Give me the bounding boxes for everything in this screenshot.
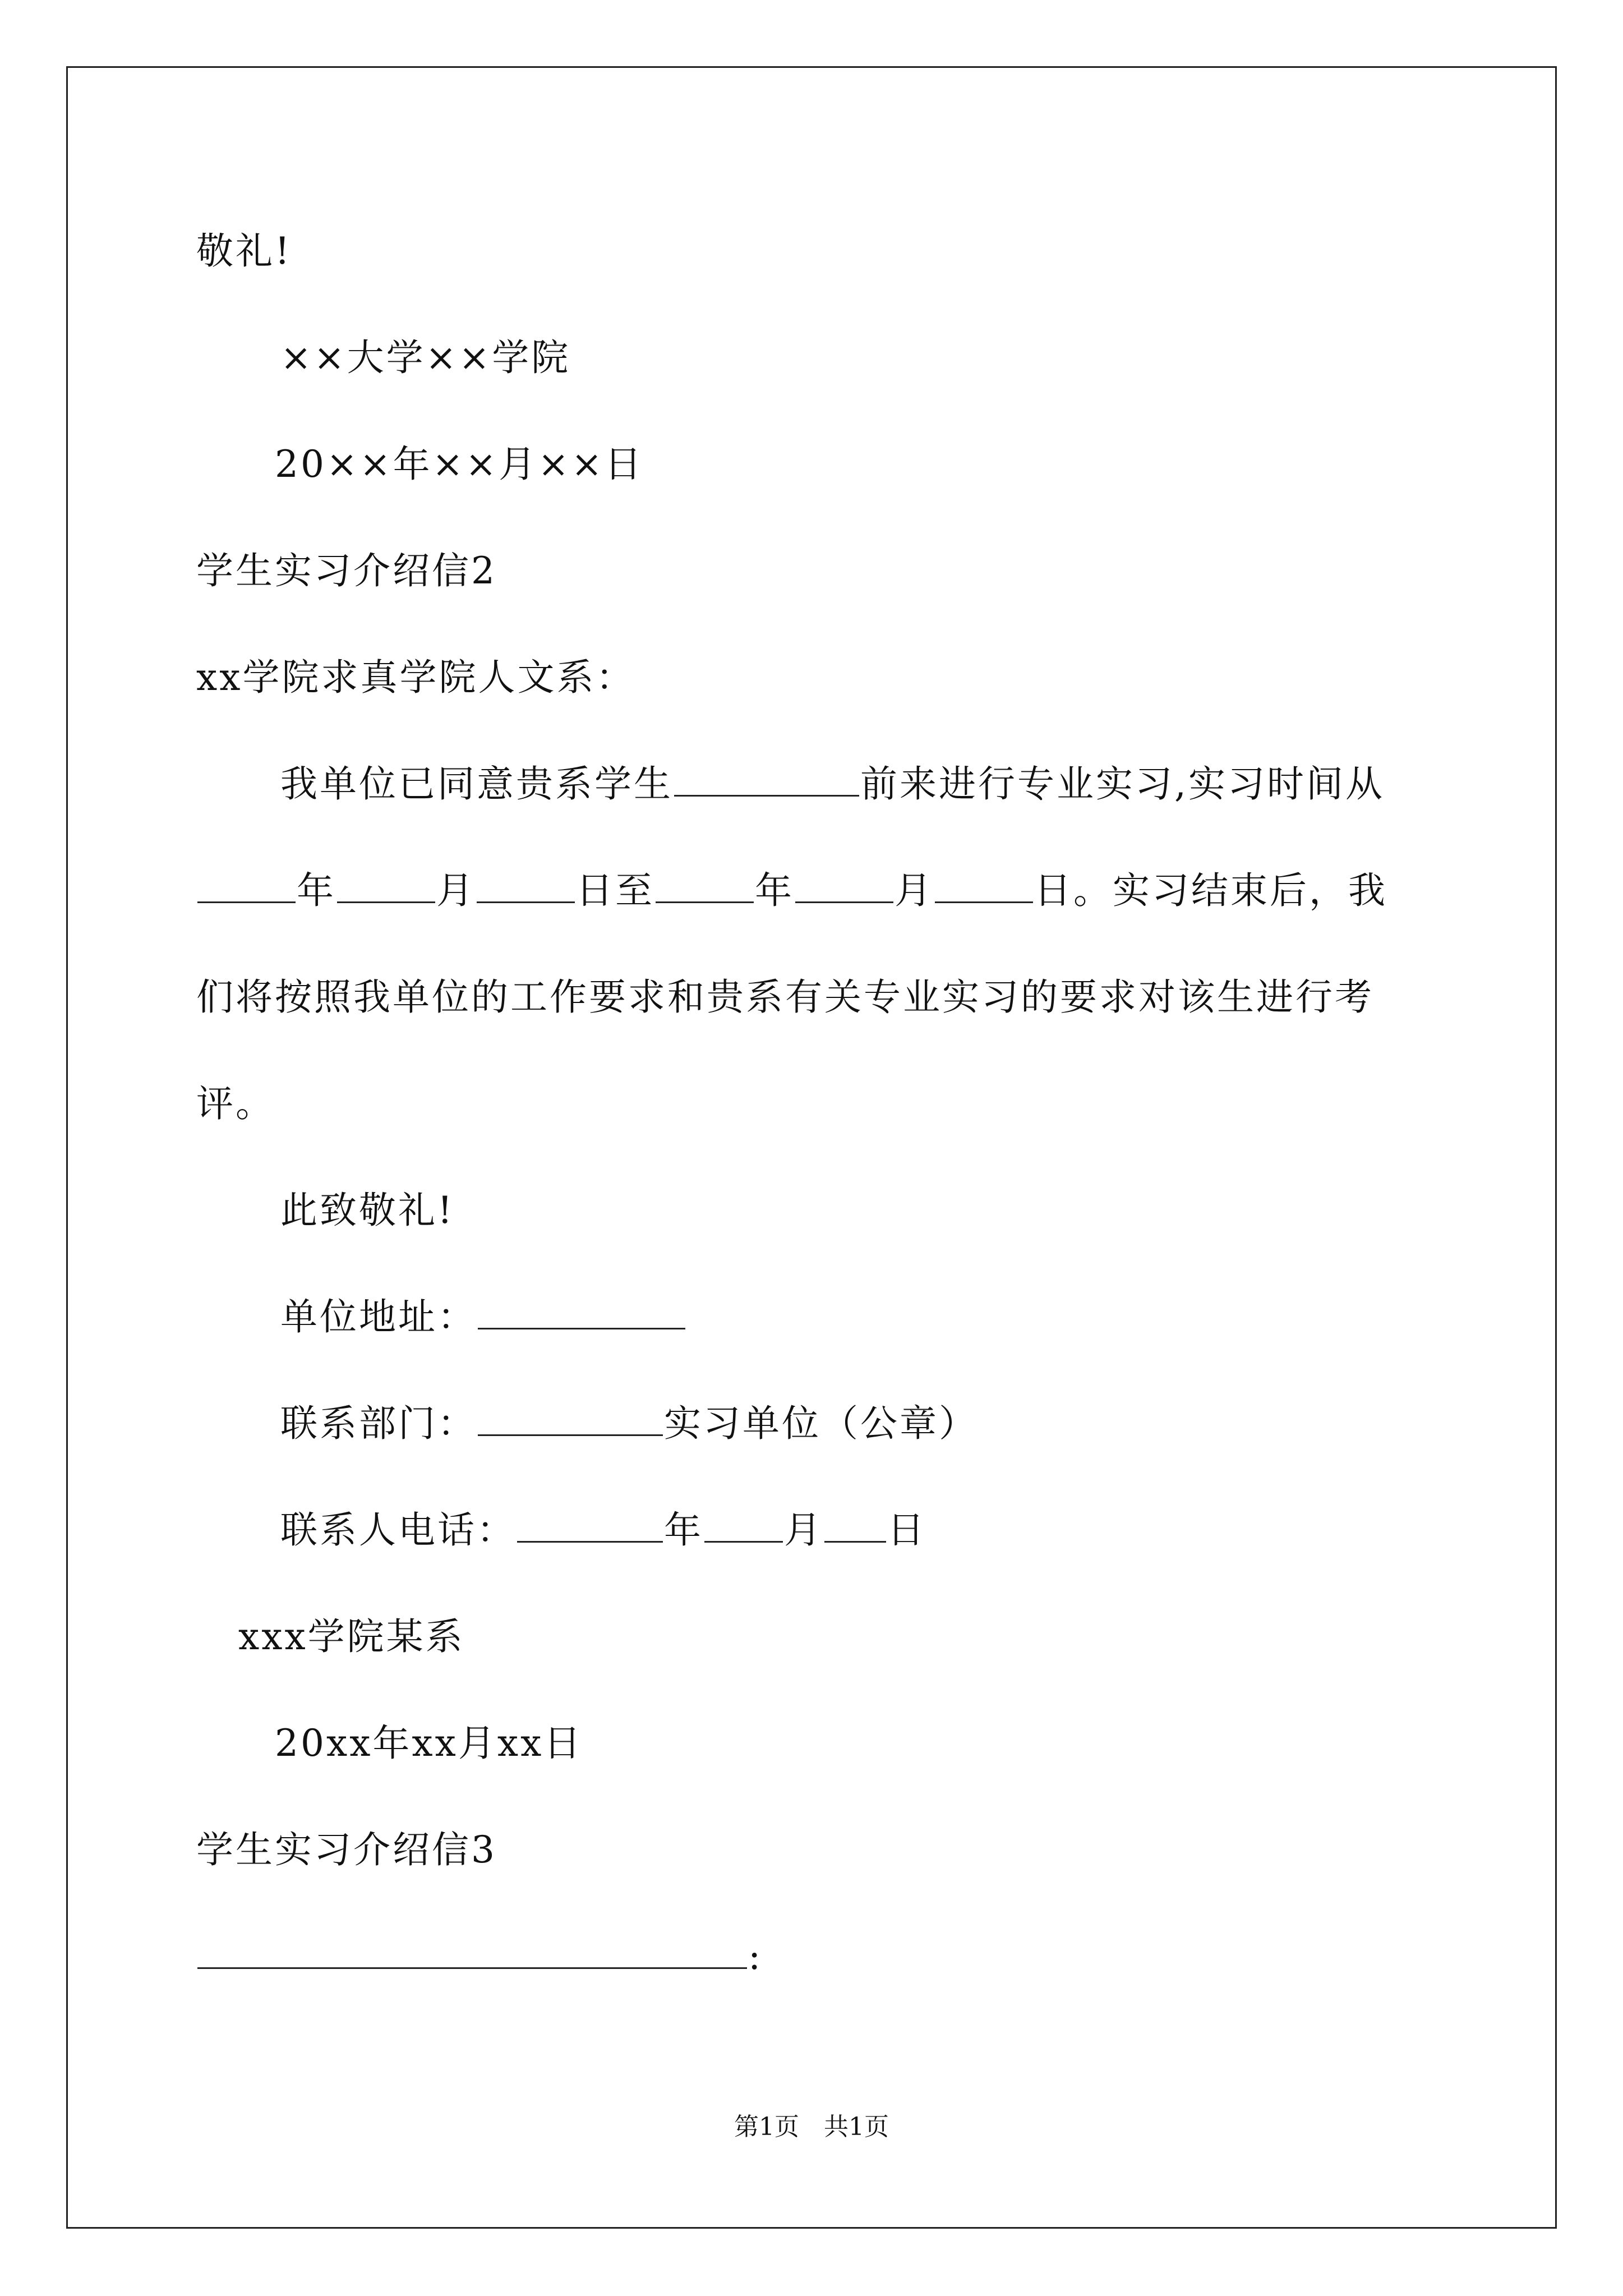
phone-day-blank	[824, 1512, 886, 1543]
sender-institution: ××大学××学院	[280, 336, 571, 379]
closing-salutation: 敬礼!	[196, 229, 292, 273]
body-paragraph-line-4: 评。	[196, 1082, 275, 1125]
phone-month: 月	[784, 1508, 823, 1552]
letter-date-2: 20xx年xx月xx日	[275, 1722, 583, 1765]
department-label: 联系部门：	[280, 1402, 477, 1445]
recipient-line-3	[196, 1934, 763, 1979]
body-text: 月	[895, 869, 934, 912]
department-line	[280, 1401, 978, 1446]
address-label: 单位地址：	[280, 1295, 477, 1338]
sender-department: xxx学院某系	[238, 1615, 465, 1658]
phone-year: 年	[664, 1508, 703, 1552]
end-day-blank	[935, 872, 1033, 903]
phone-year-blank	[517, 1512, 663, 1543]
body-paragraph-line-1	[280, 762, 1385, 807]
address-line	[280, 1295, 686, 1340]
recipient-line: xx学院求真学院人文系：	[196, 656, 635, 699]
body-text: 日。实习结束后，我	[1034, 869, 1387, 912]
body-paragraph-line-2	[196, 868, 1387, 913]
recipient-colon: :	[748, 1935, 763, 1978]
page-footer: 第1页 共1页	[734, 2113, 889, 2141]
seal-label: 实习单位（公章）	[664, 1402, 978, 1445]
end-year-blank	[656, 872, 754, 903]
body-text: 我单位已同意贵系学生	[280, 762, 673, 806]
phone-line	[280, 1508, 926, 1553]
phone-day: 日	[887, 1508, 926, 1552]
body-paragraph-line-3: 们将按照我单位的工作要求和贵系有关专业实习的要求对该生进行考	[196, 976, 1374, 1019]
letter-heading-2: 学生实习介绍信2	[196, 549, 497, 592]
department-blank	[478, 1405, 663, 1436]
letter-date: 20××年××月××日	[275, 443, 644, 486]
start-year-blank	[197, 872, 296, 903]
body-text: 年	[297, 869, 336, 912]
start-day-blank	[477, 872, 575, 903]
page-frame	[66, 66, 1557, 2229]
end-month-blank	[795, 872, 893, 903]
closing-salutation-2: 此致敬礼!	[280, 1189, 455, 1232]
student-name-blank	[674, 766, 859, 797]
letter-heading-3: 学生实习介绍信3	[196, 1828, 497, 1871]
recipient-blank	[197, 1938, 747, 1969]
body-text: 月	[436, 869, 476, 912]
address-blank	[478, 1299, 685, 1329]
body-text: 日至	[576, 869, 654, 912]
body-text: 前来进行专业实习,实习时间从	[860, 762, 1385, 806]
body-text: 年	[755, 869, 794, 912]
phone-month-blank	[704, 1512, 783, 1543]
phone-label: 联系人电话：	[280, 1508, 516, 1552]
start-month-blank	[337, 872, 435, 903]
